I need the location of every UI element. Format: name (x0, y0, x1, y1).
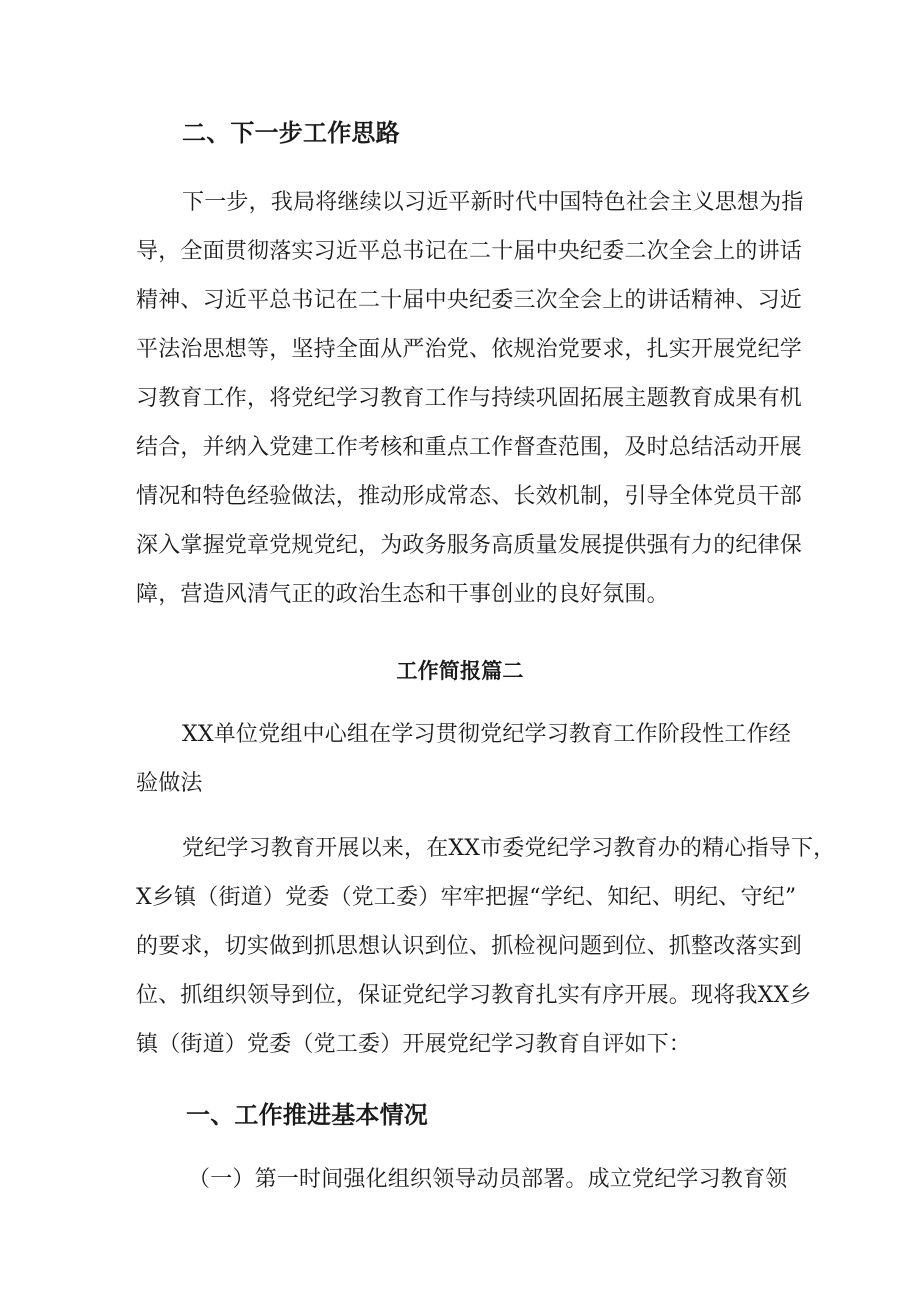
paragraph-line: 导，全面贯彻落实习近平总书记在二十届中央纪委二次全会上的讲话 (136, 239, 803, 264)
paragraph-line: 障，营造风清气正的政治生态和干事创业的良好氛围。 (136, 582, 669, 607)
paragraph-line: 镇（街道）党委（党工委）开展党纪学习教育自评如下： (136, 1032, 692, 1057)
paragraph-line: 下一步，我局将继续以习近平新时代中国特色社会主义思想为指 (182, 190, 804, 215)
paragraph-line: X乡镇（街道）党委（党工委）牢牢把握“学纪、知纪、明纪、守纪” (136, 885, 797, 910)
paragraph-line: 习教育工作，将党纪学习教育工作与持续巩固拓展主题教育成果有机 (136, 386, 803, 411)
subtitle-line: XX单位党组中心组在学习贯彻党纪学习教育工作阶段性工作经 (182, 722, 791, 747)
paragraph-line: 党纪学习教育开展以来，在XX市委党纪学习教育办的精心指导下， (182, 836, 836, 861)
paragraph-line: 深入掌握党章党规党纪，为政务服务高质量发展提供强有力的纪律保 (136, 533, 803, 558)
paragraph-line: 平法治思想等，坚持全面从严治党、依规治党要求，扎实开展党纪学 (136, 337, 803, 362)
paragraph-line: 精神、习近平总书记在二十届中央纪委三次全会上的讲话精神、习近 (136, 288, 803, 313)
section-heading-next-steps: 二、下一步工作思路 (182, 119, 400, 147)
paragraph-line: 的要求，切实做到抓思想认识到位、抓检视问题到位、抓整改落实到 (136, 934, 803, 959)
paragraph-line: 情况和特色经验做法，推动形成常态、长效机制，引导全体党员干部 (136, 484, 803, 509)
subtitle-line: 验做法 (136, 771, 203, 796)
section-heading-progress: 一、工作推进基本情况 (186, 1101, 428, 1129)
paragraph-line: 结合，并纳入党建工作考核和重点工作督查范围，及时总结活动开展 (136, 435, 803, 460)
paragraph-line: 位、抓组织领导到位，保证党纪学习教育扎实有序开展。现将我XX乡 (136, 983, 812, 1008)
item-one-line: （一）第一时间强化组织领导动员部署。成立党纪学习教育领 (188, 1167, 788, 1192)
report-title: 工作简报篇二 (396, 659, 524, 683)
